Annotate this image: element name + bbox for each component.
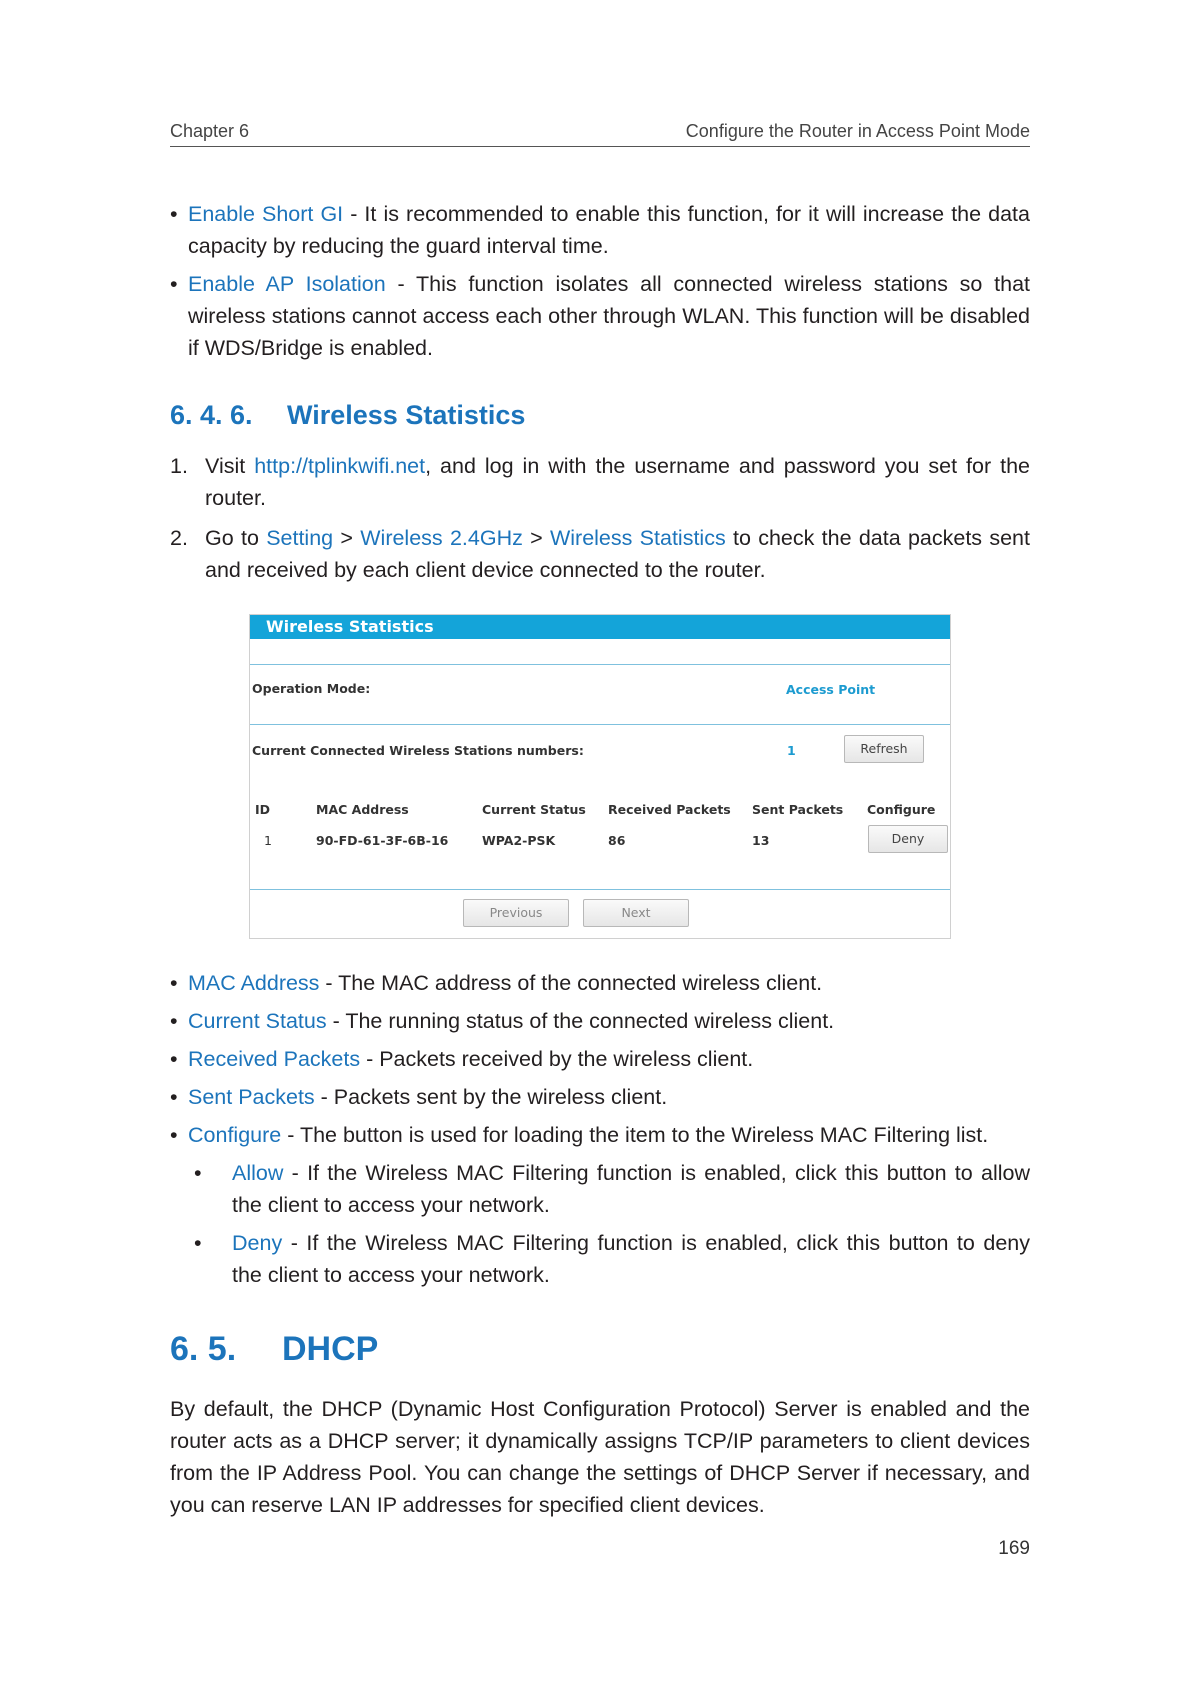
stations-count: 1	[787, 743, 796, 758]
bullet-term: Allow	[232, 1161, 284, 1185]
wireless-statistics-link: Wireless Statistics	[549, 526, 726, 550]
row-received: 86	[608, 833, 626, 848]
stations-label: Current Connected Wireless Stations numbers:	[252, 743, 584, 758]
col-header: ID	[255, 802, 271, 817]
operation-mode-value: Access Point	[786, 682, 876, 697]
path-separator: >	[522, 526, 550, 550]
section-heading	[170, 400, 1030, 431]
wireless-link: Wireless 2.4GHz	[360, 526, 523, 550]
bullet-term: MAC Address	[188, 971, 320, 995]
path-separator: >	[333, 526, 361, 550]
divider	[250, 724, 950, 725]
step-item	[170, 450, 1030, 514]
section-title: Wireless Statistics	[287, 400, 526, 430]
row-mac: 90-FD-61-3F-6B-16	[316, 833, 449, 848]
step-text: to check the data packets sent and received by each client device connected to the router.	[205, 526, 1030, 582]
step-number: 2.	[170, 526, 188, 550]
row-id: 1	[264, 833, 272, 848]
field-bullet-list	[170, 967, 1030, 1291]
list-item	[170, 967, 1030, 999]
previous-button[interactable]: Previous	[463, 899, 569, 927]
bullet-term: Deny	[232, 1231, 283, 1255]
bullet-term: Current Status	[188, 1009, 327, 1033]
col-header: MAC Address	[316, 802, 409, 817]
chapter-title: Configure the Router in Access Point Mode	[685, 121, 1030, 141]
bullet-text: - Packets sent by the wireless client.	[314, 1085, 668, 1109]
bullet-text: - Packets received by the wireless client.	[360, 1047, 754, 1071]
list-item	[170, 1119, 1030, 1151]
bullet-text: - The running status of the connected wireless client.	[326, 1009, 835, 1033]
chapter-label: Chapter 6	[170, 121, 250, 141]
section-heading	[170, 1330, 1030, 1369]
steps-list	[170, 450, 1030, 586]
tplinkwifi-link[interactable]: http://tplinkwifi.net	[254, 454, 426, 478]
setting-link: Setting	[266, 526, 334, 550]
deny-button[interactable]: Deny	[868, 825, 948, 853]
section-number: 6. 5.	[170, 1330, 237, 1368]
row-status: WPA2-PSK	[482, 833, 556, 848]
divider	[250, 664, 950, 665]
step-number: 1.	[170, 454, 188, 478]
refresh-button[interactable]: Refresh	[844, 735, 924, 763]
list-item	[170, 198, 1030, 262]
divider	[250, 889, 950, 890]
operation-mode-label: Operation Mode:	[252, 681, 371, 696]
step-text: Visit	[205, 454, 255, 478]
list-item	[170, 268, 1030, 364]
page-number: 169	[998, 1538, 1030, 1559]
row-sent: 13	[752, 833, 770, 848]
list-item	[170, 1081, 1030, 1113]
section-number: 6. 4. 6.	[170, 400, 253, 430]
bullet-text: - The MAC address of the connected wireless client.	[319, 971, 823, 995]
step-item	[170, 522, 1030, 586]
bullet-term: Received Packets	[188, 1047, 361, 1071]
bullet-term: Configure	[188, 1123, 282, 1147]
col-header: Current Status	[482, 802, 586, 817]
sub-list-item	[152, 1227, 1030, 1291]
dhcp-paragraph: By default, the DHCP (Dynamic Host Configuration Protocol) Server is enabled and the router acts as a DHCP server; it dynamically assigns TCP/IP parameters to client devices from the IP Address Pool. You can change the settings of DHCP Server if necessary, and you can reserve LAN IP addresses for specified client devices.	[170, 1397, 1030, 1517]
intro-bullet-list	[170, 198, 1030, 364]
bullet-text: - The button is used for loading the item to the Wireless MAC Filtering list.	[281, 1123, 989, 1147]
list-item	[170, 1043, 1030, 1075]
next-button[interactable]: Next	[583, 899, 689, 927]
step-text: , and log in with the username and password you set for the router.	[205, 454, 1030, 510]
bullet-term: Enable Short GI	[188, 202, 344, 226]
bullet-text: - If the Wireless MAC Filtering function is enabled, click this button to allow the client to access your network.	[232, 1161, 1030, 1217]
step-text: Go to	[205, 526, 267, 550]
bullet-text: - This function isolates all connected wireless stations so that wireless stations cannot access each other through WLAN. This function will be disabled if WDS/Bridge is enabled.	[188, 272, 1030, 360]
panel-title: Wireless Statistics	[250, 615, 950, 639]
col-header: Sent Packets	[752, 802, 844, 817]
bullet-term: Enable AP Isolation	[188, 272, 386, 296]
col-header: Received Packets	[608, 802, 731, 817]
sub-list-item	[152, 1157, 1030, 1221]
bullet-text: - It is recommended to enable this function, for it will increase the data capacity by reducing the guard interval time.	[188, 202, 1030, 258]
col-header: Configure	[867, 802, 936, 817]
section-title: DHCP	[282, 1330, 379, 1368]
header-rule	[170, 146, 1030, 147]
bullet-term: Sent Packets	[188, 1085, 315, 1109]
list-item	[170, 1005, 1030, 1037]
wireless-statistics-panel	[249, 614, 951, 939]
bullet-text: - If the Wireless MAC Filtering function is enabled, click this button to deny the client to access your network.	[232, 1231, 1030, 1287]
